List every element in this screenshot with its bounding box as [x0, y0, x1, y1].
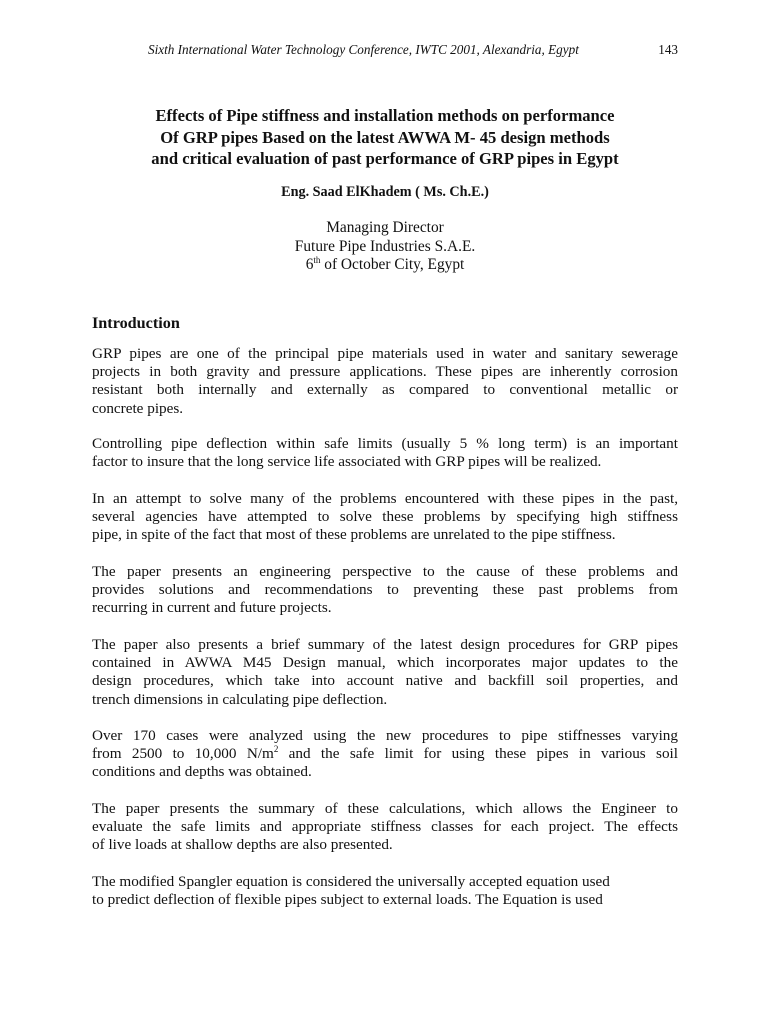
paragraph-line: provides solutions and recommendations to preventing these past problems from	[92, 581, 678, 599]
paragraph-line: trench dimensions in calculating pipe deflection.	[92, 690, 388, 708]
paragraph-line: Over 170 cases were analyzed using the new procedures to pipe stiffnesses varying	[92, 727, 678, 744]
body-paragraph	[92, 800, 678, 855]
paragraph-line: concrete pipes.	[92, 399, 184, 417]
body-paragraph	[92, 636, 678, 709]
paragraph-line: to predict deflection of flexible pipes subject to external loads. The Equation is used	[92, 891, 603, 909]
paragraph-line: evaluate the safe limits and appropriate stiffness classes for each project. The effects	[92, 818, 678, 836]
body-paragraph	[92, 563, 678, 618]
paragraph-line: conditions and depths was obtained.	[92, 763, 312, 781]
paragraph-line: of live loads at shallow depths are also presented.	[92, 836, 393, 854]
city-name: of October City, Egypt	[320, 256, 465, 273]
city-ordinal-number: 6	[305, 256, 314, 273]
affiliation-company: Future Pipe Industries S.A.E.	[294, 237, 476, 255]
page-number: 143	[658, 42, 678, 57]
paragraph-line: The modified Spangler equation is considered the universally accepted equation used	[92, 873, 610, 890]
paragraph-line: The paper also presents a brief summary of the latest design procedures for GRP pipes	[92, 636, 678, 653]
line-segment: from 2500 to 10,000 N/m	[92, 745, 274, 763]
author-affiliation	[92, 219, 678, 275]
paragraph-line: The paper presents an engineering perspective to the cause of these problems and	[92, 563, 678, 580]
body-paragraph	[92, 727, 678, 782]
conference-title: Sixth International Water Technology Conference, IWTC 2001, Alexandria, Egypt	[148, 42, 579, 57]
city-ordinal-suffix: th	[313, 255, 321, 265]
paragraph-line: resistant both internally and externally as compared to conventional metallic or	[92, 381, 678, 399]
affiliation-role: Managing Director	[326, 219, 444, 236]
author-name: Eng. Saad ElKhadem ( Ms. Ch.E.)	[281, 184, 489, 200]
paragraph-line: factor to insure that the long service life associated with GRP pipes will be realized.	[92, 453, 602, 471]
paragraph-line: The paper presents the summary of these calculations, which allows the Engineer to	[92, 800, 678, 817]
paragraph-line: pipe, in spite of the fact that most of these problems are unrelated to the pipe stiffness.	[92, 526, 616, 544]
paragraph-line: In an attempt to solve many of the problems encountered with these pipes in the past,	[92, 490, 678, 507]
paragraph-line: Controlling pipe deflection within safe limits (usually 5 % long term) is an important	[92, 435, 678, 452]
body-paragraph	[92, 490, 678, 545]
affiliation-city	[92, 256, 678, 275]
body-paragraph	[92, 435, 678, 471]
paragraph-line: design procedures, which take into account native and backfill soil properties, and	[92, 672, 678, 690]
paragraph-line: contained in AWWA M45 Design manual, which incorporates major updates to the	[92, 654, 678, 672]
paragraph-line	[92, 745, 678, 763]
body-paragraph	[92, 873, 678, 909]
paper-title	[92, 105, 678, 170]
unit-exponent: 2	[273, 744, 279, 755]
paragraph-line: recurring in current and future projects.	[92, 599, 332, 617]
paper-title-line: Effects of Pipe stiffness and installation methods on performance	[155, 106, 615, 125]
section-heading: Introduction	[92, 314, 180, 332]
line-segment: and the safe limit for using these pipes in various soil	[278, 745, 678, 763]
paragraph-line: projects in both gravity and pressure applications. These pipes are inherently corrosion	[92, 363, 678, 381]
paragraph-line: GRP pipes are one of the principal pipe materials used in water and sanitary sewerage	[92, 345, 678, 362]
paragraph-line: several agencies have attempted to solve these problems by specifying high stiffness	[92, 508, 678, 526]
paper-title-line: and critical evaluation of past performance of GRP pipes in Egypt	[151, 149, 619, 168]
body-paragraph	[92, 345, 678, 418]
paper-title-line: Of GRP pipes Based on the latest AWWA M- 45 design methods	[160, 127, 610, 147]
